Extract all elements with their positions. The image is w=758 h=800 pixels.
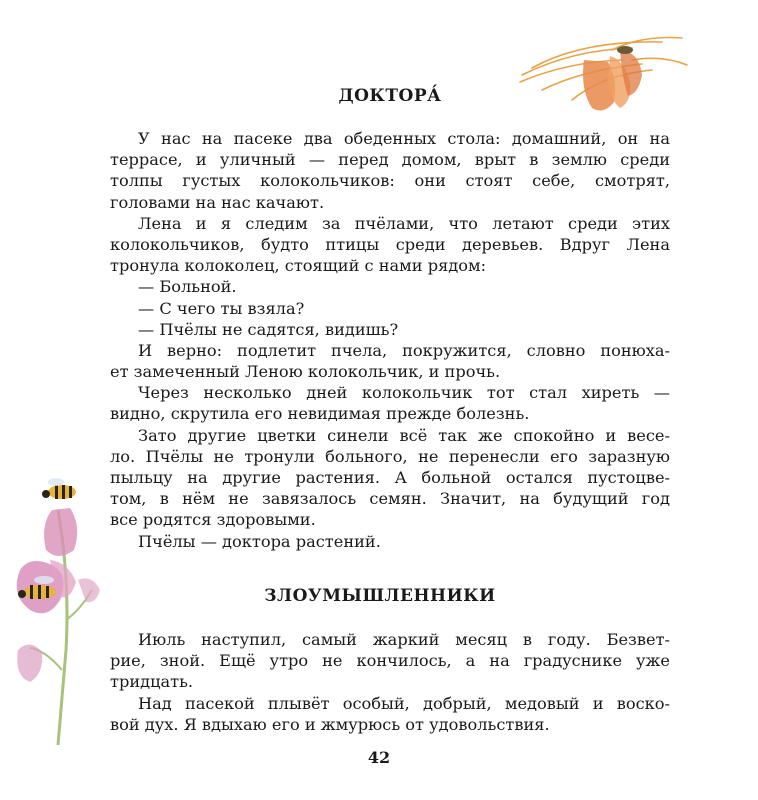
story-title-doctors: ДОКТОРА́ bbox=[338, 86, 442, 106]
text-line: ло. Пчёлы не тронули больного, не перенесли его заразную bbox=[110, 446, 670, 466]
text-line: толпы густых колокольчиков: они стоят себе, смотрят, bbox=[110, 171, 670, 191]
bee-icon bbox=[42, 478, 76, 499]
text-line: пыльцу на другие растения. А больной остался пустоцве- bbox=[110, 468, 670, 487]
story-text-wrongdoers bbox=[110, 629, 670, 735]
story-title-wrongdoers: ЗЛОУМЫШЛЕННИКИ bbox=[264, 586, 496, 606]
text-line: Лена и я следим за пчёлами, что летают среди этих bbox=[138, 213, 670, 233]
text-line: рие, зной. Ещё утро не кончилось, а на градуснике уже bbox=[110, 651, 670, 671]
text-line: Пчёлы — доктора растений. bbox=[138, 531, 381, 551]
orange-bellflower-illustration bbox=[512, 20, 692, 120]
bees-on-pink-bellflowers-illustration bbox=[0, 470, 110, 750]
text-line: ет замеченный Леною колокольчик, и прочь. bbox=[110, 362, 501, 382]
text-line: Июль наступил, самый жаркий месяц в году. Безвет- bbox=[138, 630, 670, 649]
text-line: террасе, и уличный — перед домом, врыт в землю среди bbox=[110, 150, 670, 170]
text-line: вой дух. Я вдыхаю его и жмурюсь от удовольствия. bbox=[110, 714, 550, 734]
bellflower-petal bbox=[78, 578, 100, 602]
text-line: головами на нас качают. bbox=[110, 192, 325, 212]
text-line: все родятся здоровыми. bbox=[110, 510, 316, 530]
story-text-doctors bbox=[110, 128, 670, 552]
text-line: — С чего ты взяла? bbox=[138, 298, 305, 318]
text-line: том, в нём не завязалось семян. Значит, на будущий год bbox=[110, 489, 670, 509]
text-line: колокольчиков, будто птицы среди деревьев. Вдруг Лена bbox=[110, 234, 670, 254]
text-line: Над пасекой плывёт особый, добрый, медовый и воско- bbox=[138, 693, 670, 713]
page-number: 42 bbox=[367, 748, 391, 767]
text-line: видно, скрутила его невидимая прежде болезнь. bbox=[110, 404, 530, 424]
text-line: Зато другие цветки синели всё так же спокойно и весе- bbox=[138, 425, 670, 445]
text-line: Через несколько дней колокольчик тот стал хиреть — bbox=[138, 383, 670, 403]
text-line: — Больной. bbox=[138, 277, 237, 297]
bellflower-petal bbox=[44, 508, 77, 556]
bellflower-petal bbox=[17, 644, 42, 682]
text-line: — Пчёлы не садятся, видишь? bbox=[138, 319, 399, 339]
text-line: И верно: подлетит пчела, покружится, словно понюха- bbox=[138, 340, 670, 360]
text-line: У нас на пасеке два обеденных стола: домашний, он на bbox=[138, 129, 670, 148]
text-line: тронула колоколец, стоящий с нами рядом: bbox=[110, 256, 487, 276]
bee-icon bbox=[617, 46, 633, 54]
text-line: тридцать. bbox=[110, 672, 194, 692]
